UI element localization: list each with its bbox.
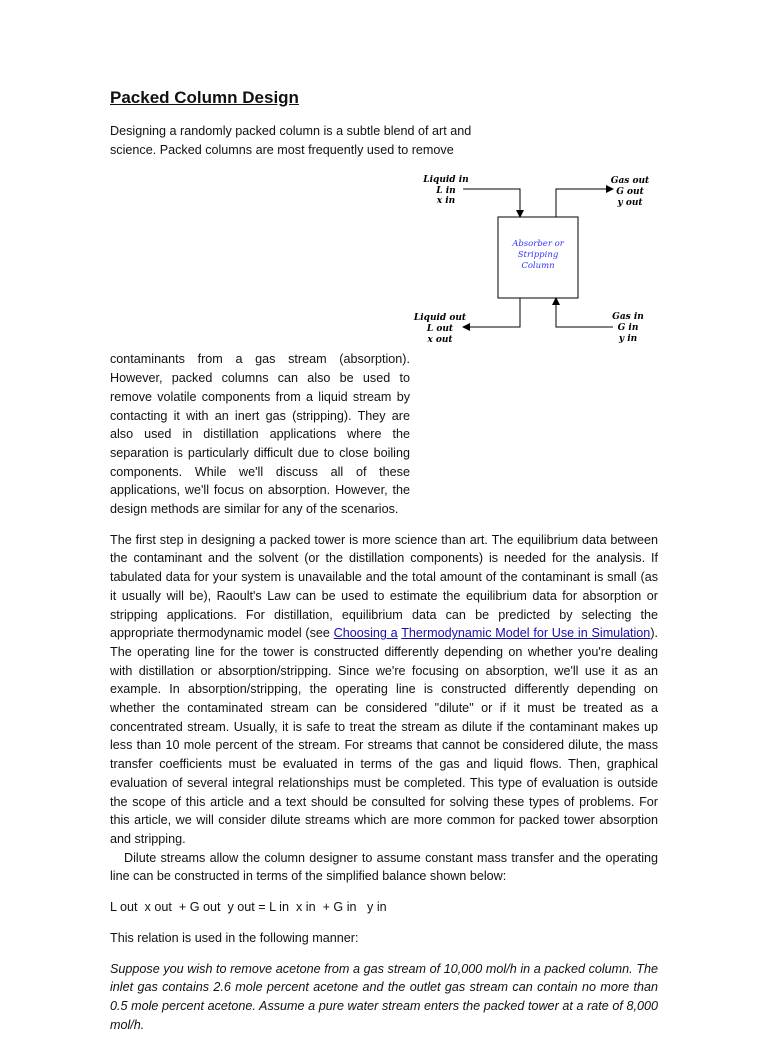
- main-paragraph-line: consider dilute streams which are more common for packed tower absorption and stripping.: [110, 813, 659, 846]
- label-g-out: G out: [616, 187, 644, 198]
- side-paragraph-line: applications, we'll focus on absorption. However,: [110, 483, 388, 498]
- link-choosing-thermo-model-part2[interactable]: Thermodynamic Model for Use in Simulation: [401, 626, 651, 641]
- relation-text: This relation is used in the following manner:: [110, 930, 359, 945]
- main-paragraph-line: be considered "dilute" or if it must be treated as a concentrated stream. Usually, it is safe to: [110, 701, 658, 734]
- example-line: Suppose you wish to remove acetone from a gas stream of 10,000 mol/h in a packed column.: [110, 961, 633, 976]
- absorber-column-diagram: [408, 171, 658, 350]
- label-x-in: x in: [436, 196, 456, 207]
- label-gas-in: Gas in: [612, 312, 644, 323]
- liquid-in-arrow: [463, 189, 520, 217]
- label-liquid-in: Liquid in: [423, 175, 469, 186]
- balance-equation: L out x out + G out y out = L in x in + G in y in: [110, 900, 387, 915]
- label-column-2: Stripping: [517, 250, 559, 261]
- main-paragraph-line: Since we're focusing on absorption, we'll use it as an example. In absorption/stripping, the: [110, 663, 658, 697]
- intro-paragraph: [110, 122, 490, 159]
- main-paragraph: [110, 531, 658, 849]
- side-paragraph-line: scenarios.: [341, 502, 399, 517]
- side-paragraph-line: are also used in distillation applications where the: [110, 408, 410, 442]
- liquid-out-arrow: [463, 298, 520, 327]
- dilute-paragraph: [110, 849, 658, 886]
- side-paragraph-line: remove volatile components from a liquid stream: [110, 389, 392, 404]
- link-choosing-thermo-model-part1[interactable]: Choosing a: [333, 626, 398, 641]
- intro-line: science. Packed columns are most frequently used to remove: [110, 142, 454, 157]
- label-l-in: L in: [436, 186, 456, 197]
- label-l-out: L out: [426, 324, 454, 335]
- side-paragraph: [110, 350, 410, 518]
- side-paragraph-line: contaminants from a gas stream (absorption).: [110, 352, 410, 367]
- main-paragraph-line: differently depending on whether you're dealing with distillation or absorption/stripping.: [110, 644, 658, 678]
- label-y-in: y in: [618, 334, 638, 345]
- example-paragraph: [110, 960, 658, 1035]
- main-paragraph-line: be predicted by selecting the appropriate thermodynamic model (see: [110, 607, 659, 641]
- example-line: of 8,000 mol/h.: [110, 998, 659, 1032]
- intro-line: Designing a randomly packed column is a subtle blend of art and: [110, 124, 472, 138]
- main-paragraph-line: analysis. If tabulated data for your system is unavailable and the total amount of the: [110, 551, 659, 585]
- main-paragraph-line: operating line is constructed differently depending on whether the contaminated stream can: [110, 682, 658, 716]
- page-title: Packed Column Design: [110, 88, 299, 107]
- main-paragraph-line: ). The operating line for the tower is constructed: [110, 626, 659, 659]
- main-paragraph-line: Dilute streams allow the column designer to assume constant mass transfer and the: [124, 850, 602, 865]
- main-paragraph-line: The first step in designing a packed tower is more science than art. The equilibrium data: [110, 532, 607, 547]
- side-paragraph-line: separation is particularly difficult due to close: [110, 445, 369, 460]
- side-paragraph-line: the design methods are similar for any of the: [110, 483, 411, 517]
- side-paragraph-line: by contacting it with an inert gas (stripping). They: [110, 389, 411, 423]
- main-paragraph-line: relationships must be completed. This type of evaluation is outside the scope of this article: [110, 775, 659, 809]
- main-paragraph-line: operating line can be constructed in terms of the simplified balance shown below:: [110, 850, 659, 884]
- main-paragraph-line: stream. For streams that cannot be considered dilute, the mass transfer coefficients must be: [110, 738, 658, 772]
- gas-in-arrow: [556, 298, 613, 327]
- main-paragraph-line: and a text should be consulted for solving these types of problems. For this article, we will: [110, 794, 659, 828]
- main-paragraph-line: treat the stream as dilute if the contaminant makes up less than 10 mole percent of the: [110, 719, 659, 753]
- example-line: than 0.5 mole percent acetone. Assume a pure water stream enters the packed tower at a rate: [110, 980, 659, 1013]
- label-column-3: Column: [521, 261, 555, 272]
- gas-out-arrow: [556, 189, 613, 217]
- label-y-out: y out: [617, 198, 643, 209]
- side-section: [110, 171, 658, 518]
- example-line: The inlet gas contains 2.6 mole percent acetone and the outlet gas stream can contain no more: [110, 961, 659, 995]
- side-paragraph-line: boiling components. While we'll discuss all of these: [110, 445, 410, 479]
- label-gas-out: Gas out: [610, 176, 650, 187]
- main-paragraph-line: equilibrium data for absorption or stripping applications. For distillation, equilibrium data can: [110, 588, 658, 622]
- label-liquid-out: Liquid out: [413, 313, 467, 324]
- document-content: [110, 86, 658, 1046]
- label-g-in: G in: [617, 323, 639, 334]
- label-column-1: Absorber or: [512, 239, 564, 250]
- main-paragraph-line: contaminant is small (as it usually will be), Raoult's Law can be used to estimate the: [110, 570, 658, 603]
- side-paragraph-line: However, packed columns can also be used to: [110, 371, 410, 386]
- main-paragraph-line: evaluated in terms of the gas and liquid flows. Then, graphical evaluation of several integral: [110, 757, 659, 790]
- label-x-out: x out: [427, 335, 453, 346]
- main-paragraph-line: between the contaminant and the solvent (or the distillation components) is needed for the: [110, 532, 659, 566]
